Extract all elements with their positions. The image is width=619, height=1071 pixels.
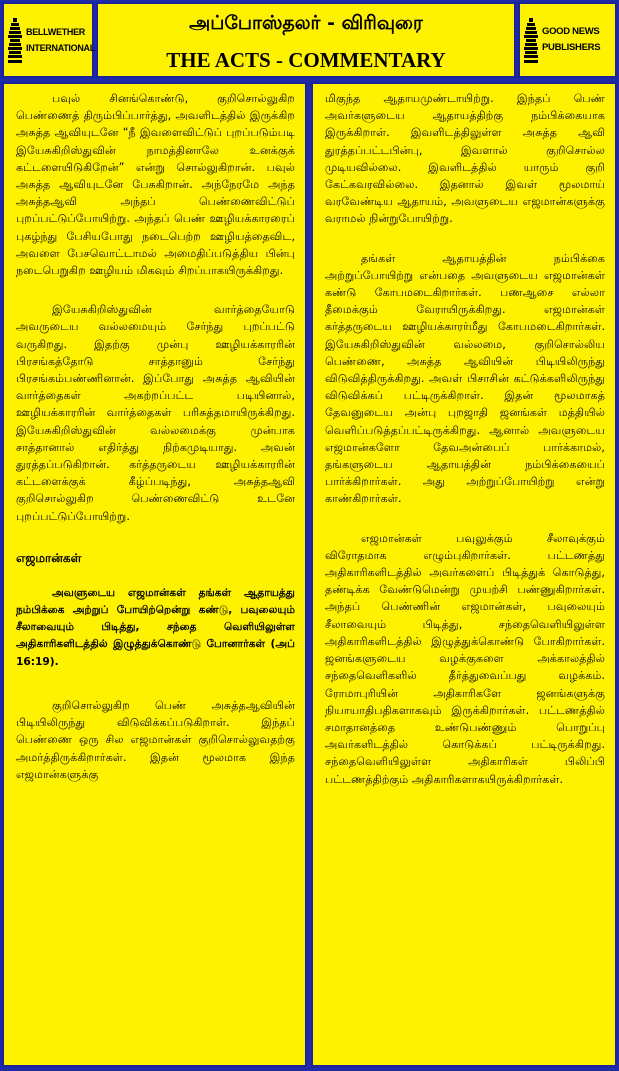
bellwether-logo-box bbox=[2, 2, 94, 78]
right-column bbox=[311, 82, 617, 1067]
right-logo-line-1: GOOD NEWS bbox=[542, 26, 600, 37]
right-paragraph-2: தங்கள் ஆதாயத்தின் நம்பிக்கை அற்றுப்போயிற்று என்பதை அவளுடைய எஜமான்கள் கண்டு கோபமடைகிறார்கள். பணஆசை எல்லா தீமைக்கும் வேராயிருக்கிறது. எஜமான்கள் கர்த்தருடைய ஊழியக்காரர்மீது கோபமடைகிறார்கள். இயேசுகிறிஸ்துவின் வல்லமை, குறிசொல்லிய பெண்ணை, அசுத்த ஆவியின் பிடியிலிருந்து விடுவித்திருக்கிறது. அவள் பிசாசின் கட்டுக்களிலிருந்து விடுவிக்கப் பட்டிருக்கிறாள். இதன் மூலமாகத் தேவனுடைய அன்பு புறஜாதி ஜனங்கள் மத்தியில் வெளிப்படுத்தப்பட்டிருக்கிறது. ஆனால் அவளுடைய எஜமான்களோ தேவஅன்பைப் பார்க்காமல், தங்களுடைய ஆதாயத்தின் நம்பிக்கையைப் பார்க்கிறார்கள். அது அற்றுப்போயிற்று என்று காண்கிறார்கள். bbox=[325, 251, 605, 506]
bellwether-logo bbox=[8, 14, 95, 70]
left-paragraph-1: பவுல் சினங்கொண்டு, குறிசொல்லுகிற பெண்ணைத் திரும்பிப்பார்த்து, அவளிடத்தில் இருக்கிற அசுத்த ஆவியுடனே “நீ இவளைவிட்டுப் புறப்படும்படி இயேசுகிறிஸ்துவின் நாமத்தினாலே உனக்குக் கட்டளையிடுகிறேன்” என்று சொல்லுகிறான். பவுல் அசுத்த ஆவியுடனே பேசுகிறான். அந்நேரமே அந்த அசுத்தஆவி அந்தப் பெண்ணைவிட்டுப் புறப்பட்டுப்போயிற்று. அந்தப் பெண் ஊழியக்காரரைப் புகழ்ந்து பேசியபோது நடைபெற்ற ஊழியத்தைவிட, அவளை பேசவொட்டாமல் அமைதிப்படுத்திய பின்பு நடைபெறுகிற ஊழியம் மிகவும் சிறப்பாகயிருக்கிறது. bbox=[16, 92, 295, 278]
title-tamil: அப்போஸ்தலர் - விரிவுரை bbox=[189, 12, 423, 34]
scripture-quote: அவளுடைய எஜமான்கள் தங்கள் ஆதாயத்து நம்பிக்கை அற்றுப் போயிற்றென்று கண்டு, பவுலையும் சீலாவையும் பிடித்து, சந்தை வெளியிலுள்ள அதிகாரிகளிடத்தில் இழுத்துக்கொண்டு போனார்கள் (அப் 16:19). bbox=[16, 586, 295, 668]
right-logo-line-2: PUBLISHERS bbox=[542, 42, 601, 53]
right-paragraph-1: மிகுந்த ஆதாயமுண்டாயிற்று. இந்தப் பெண் அவர்களுடைய ஆதாயத்திற்கு நம்பிக்கையாக இருக்கிறாள். இவளிடத்திலுள்ள அசுத்த ஆவி துரத்தப்பட்டபின்பு, இவளால் குறிசொல்ல முடியவில்லை. இவளிடத்தில் யாரும் குறி கேட்கவரவில்லை. இதனால் இவள் மூலமாய் வரவேண்டிய ஆதாயம், அவளுடைய எஜமான்களுக்கு வராமல் நின்றுபோயிற்று. bbox=[325, 92, 605, 226]
title-english: THE ACTS - COMMENTARY bbox=[166, 48, 446, 72]
left-paragraph-2: இயேசுகிறிஸ்துவின் வார்த்தையோடு அவருடைய வல்லமையும் சேர்ந்து புறப்பட்டு வருகிறது. இதற்கு முன்பு ஊழியக்காரரின் பிரசங்கத்தோடு சாத்தானும் சேர்ந்து பிரசங்கம்பண்ணினான். இப்போது அசுத்த ஆவியின் வார்த்தைகள் அகற்றப்பட்ட படியினால், ஊழியக்காரரின் வார்த்தைகள் பரிசுத்தமாயிருக்கிறது. இயேசுகிறிஸ்துவின் வல்லமைக்கு முன்பாக சாத்தானால் எதிர்த்து நிற்கமுடியாது. அவன் துரத்தப்படுகிறான். கர்த்தருடைய ஊழியக்காரரின் கட்டளைக்குக் கீழ்ப்படிந்து, அசுத்தஆவி குறிசொல்லுகிற பெண்ணைவிட்டு உடனே புறப்பட்டுப்போயிற்று. bbox=[16, 303, 295, 523]
left-logo-line-2: INTERNATIONAL bbox=[26, 43, 95, 53]
left-column-content bbox=[16, 90, 295, 805]
good-news-logo bbox=[524, 14, 611, 70]
right-paragraph-3: எஜமான்கள் பவுலுக்கும் சீலாவுக்கும் விரோதமாக எழும்புகிறார்கள். பட்டணத்து அதிகாரிகளிடத்தில் அவர்களைப் பிடித்துக் கொடுத்து, தண்டிக்க வேண்டுமென்று முயற்சி பண்ணுகிறார்கள். அந்தப் பெண்ணின் எஜமான்கள், பவுலையும் சீலாவையும் பிடித்து, சந்தைவெளியிலுள்ள அதிகாரிகளிடத்தில் இழுத்துக்கொண்டு போகிறார்கள். ஜனங்களுடைய வழக்குகளை அக்காலத்தில் சந்தைவெளிகளில் தீர்த்துவைப்பது வழக்கம். ரோமாபுரியின் அதிகாரிகளே ஜனங்களுக்கு நியாயாதிபதிகளாகவும் இருக்கிறார்கள். பட்டணத்தில் சமாதானத்தை உண்டுபண்ணும் பொறுப்பு அவர்களிடத்தில் கொடுக்கப் பட்டிருக்கிறது. சந்தைவெளியிலுள்ள அதிகாரிகள் பிலிப்பி பட்டணத்திற்கும் அதிகாரிகளாகயிருக்கிறார்கள். bbox=[325, 531, 605, 786]
header-band bbox=[2, 2, 617, 78]
bellwether-figure-icon bbox=[8, 18, 22, 64]
right-column-content bbox=[325, 90, 605, 810]
title-box bbox=[96, 2, 516, 78]
good-news-logo-box bbox=[518, 2, 617, 78]
left-logo-line-1: BELLWETHER bbox=[26, 27, 85, 37]
left-column bbox=[2, 82, 307, 1067]
section-heading: எஜமான்கள் bbox=[16, 550, 82, 565]
left-paragraph-3: குறிசொல்லுகிற பெண் அசுத்தஆவியின் பிடியிலிருந்து விடுவிக்கப்படுகிறாள். இந்தப் பெண்ணை ஒரு சில எஜமான்கள் குறிசொல்லுவதற்கு அமர்த்திருக்கிறார்கள். இதன் மூலமாக இந்த எஜமான்களுக்கு bbox=[16, 698, 295, 781]
good-news-figure-icon bbox=[524, 18, 538, 64]
